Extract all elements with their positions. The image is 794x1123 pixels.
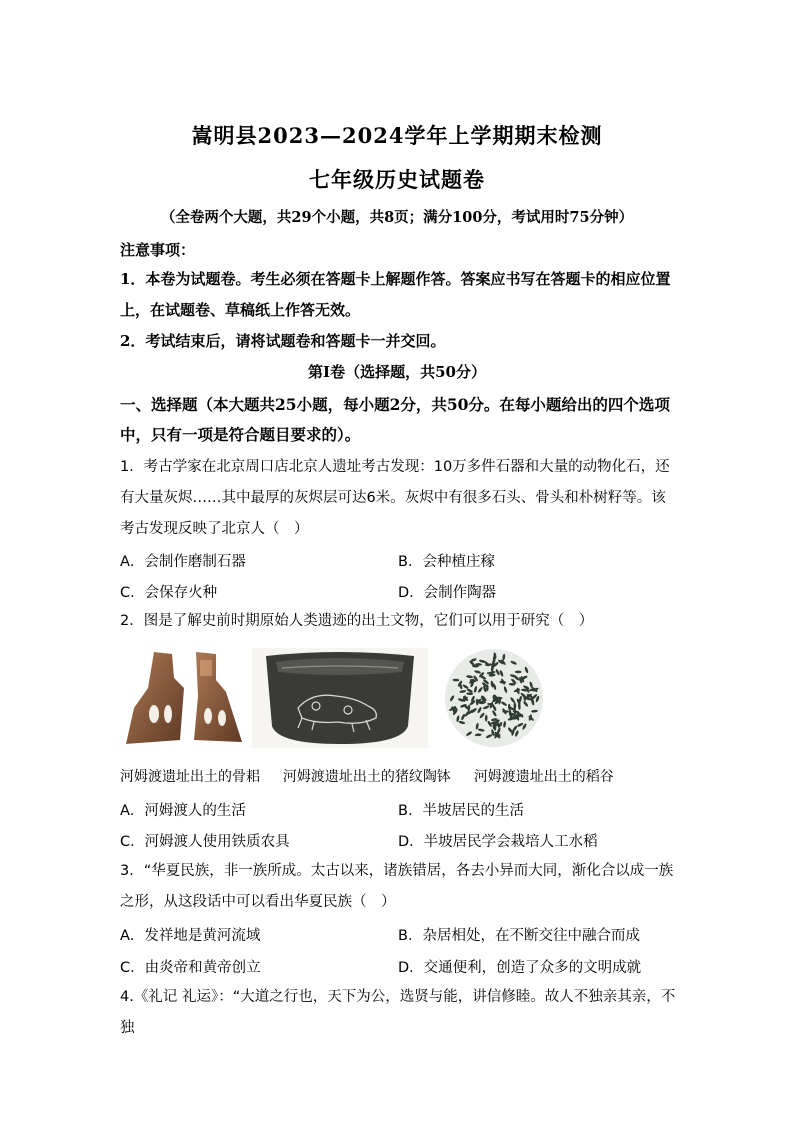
question-1-option-c[interactable]: C．会保存火种 (120, 585, 218, 601)
question-1-stem: 1．考古学家在北京周口店北京人遗址考古发现：10万多件石器和大量的动物化石，还有大量灰烬……其中最厚的灰烬层可达6米。灰烬中有很多石头、骨头和朴树籽等。该考古发现反映了北京人（ ） (120, 459, 670, 537)
question-3-option-b[interactable]: B．杂居相处，在不断交往中融合而成 (398, 928, 640, 944)
question-1-option-d[interactable]: D．会制作陶器 (398, 585, 497, 601)
exam-info: （全卷两个大题，共29个小题，共8页；满分100分，考试用时75分钟） (160, 209, 634, 226)
caption-rice-grain: 河姆渡遗址出土的稻谷 (473, 769, 614, 785)
caption-pottery-bowl: 河姆渡遗址出土的猪纹陶钵 (282, 769, 451, 785)
note-item-1: 1．本卷为试题卷。考生必须在答题卡上解题作答。答案应书写在答题卡的相应位置上，在试题卷、草稿纸上作答无效。 (120, 270, 671, 319)
question-1-option-b[interactable]: B．会种植庄稼 (398, 554, 495, 570)
note-item-2: 2．考试结束后，请将试题卷和答题卡一并交回。 (120, 332, 446, 350)
pottery-bowl-image (252, 648, 428, 748)
question-2-option-c[interactable]: C．河姆渡人使用铁质农具 (120, 834, 290, 850)
question-2-option-d[interactable]: D．半坡居民学会栽培人工水稻 (398, 834, 598, 850)
question-3-option-a[interactable]: A．发祥地是黄河流域 (120, 928, 261, 944)
question-2-captions (120, 766, 614, 786)
notes-heading: 注意事项： (120, 241, 196, 259)
exam-title: 嵩明县2023—2024学年上学期期末检测 (191, 123, 603, 148)
rice-grain-image (432, 648, 556, 748)
question-4-stem: 4.《礼记 礼运》：“大道之行也，天下为公，选贤与能，讲信修睦。故人不独亲其亲，不独 (120, 989, 676, 1036)
question-2-option-b[interactable]: B．半坡居民的生活 (398, 803, 524, 819)
part-heading: 一、选择题（本大题共25小题，每小题2分，共50分。在每小题给出的四个选项中，只有一项是符合题目要求的）。 (120, 395, 670, 444)
section-title: 第Ⅰ卷（选择题，共50分） (308, 363, 486, 381)
exam-subject-title: 七年级历史试题卷 (309, 167, 485, 192)
question-3-option-c[interactable]: C．由炎帝和黄帝创立 (120, 960, 261, 976)
question-3-stem: 3．“华夏民族，非一族所成。太古以来，诸族错居，各去小异而大同，渐化合以成一族之形，从这段话中可以看出华夏民族（ ） (120, 863, 674, 910)
caption-bone-tool: 河姆渡遗址出土的骨耜 (120, 769, 260, 785)
question-2-option-a[interactable]: A．河姆渡人的生活 (120, 803, 246, 819)
question-1-option-a[interactable]: A．会制作磨制石器 (120, 554, 246, 570)
question-2-stem: 2．图是了解史前时期原始人类遗迹的出土文物，它们可以用于研究（ ） (120, 613, 594, 629)
bone-tool-image (120, 648, 246, 748)
question-3-option-d[interactable]: D．交通便利，创造了众多的文明成就 (398, 960, 642, 976)
rice-grain (510, 713, 513, 720)
